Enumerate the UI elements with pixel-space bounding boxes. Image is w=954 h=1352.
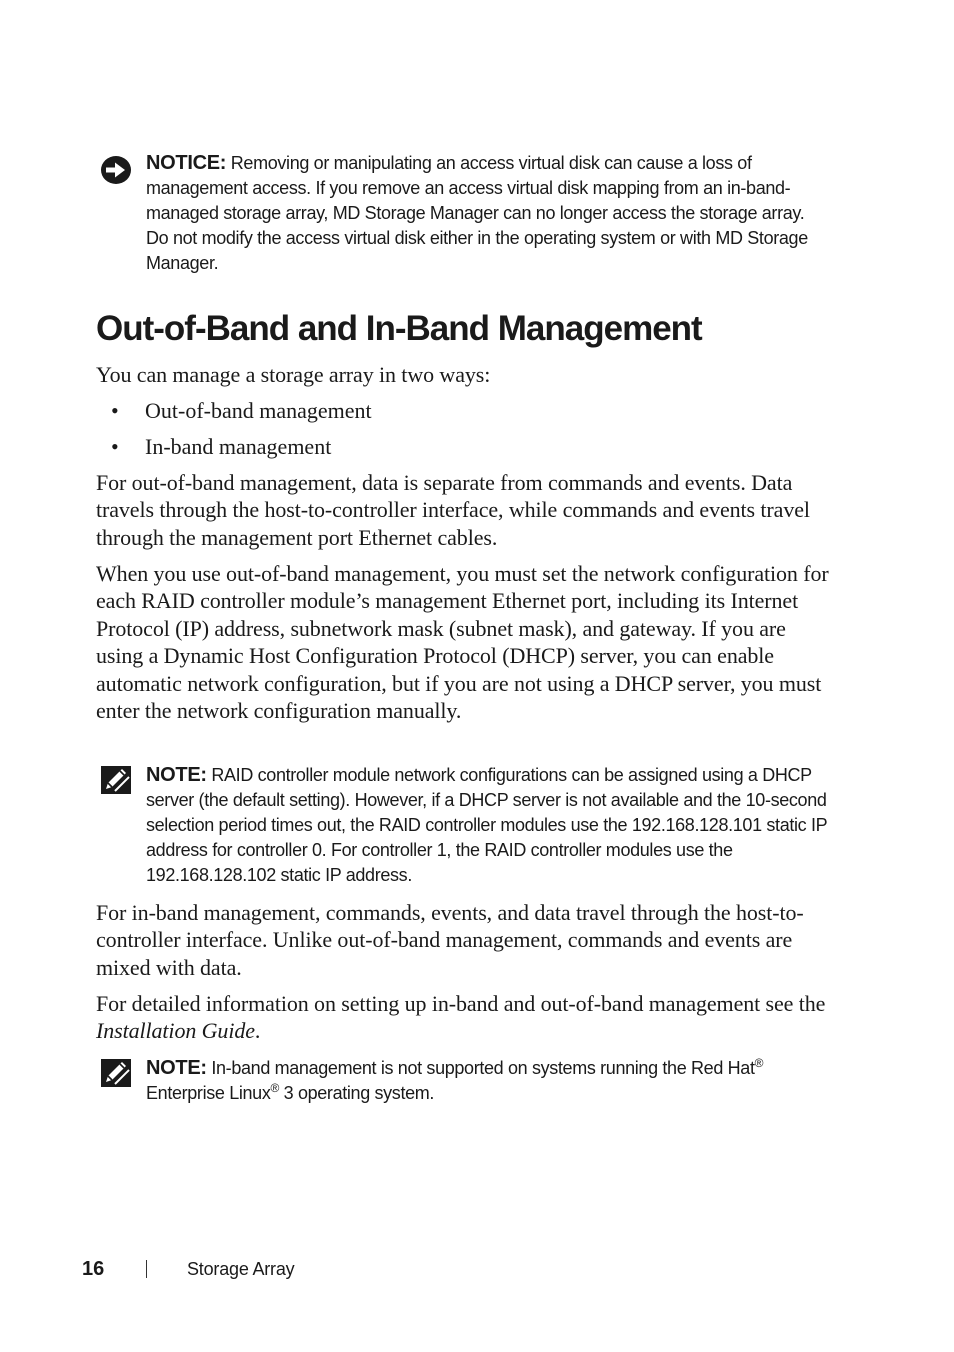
installation-guide-paragraph xyxy=(96,990,836,1045)
note-text: RAID controller module network configurations can be assigned using a DHCP server (the default setting). However, if a DHCP server is not available and the 10-second selection period times out, the RAID controller modules use the 192.168.128.101 static IP address for controller 0. For controller 1, the RAID controller modules use the 192.168.128.102 static IP address. xyxy=(146,765,827,885)
note-label: NOTE: xyxy=(146,1057,207,1079)
network-config-paragraph: When you use out-of-band management, you must set the network configuration for each RAID controller module’s management Ethernet port, including its Internet Protocol (IP) address, subnetwork mask (subnet mask), and gateway. If you are using a Dynamic Host Configuration Protocol (DHCP) server, you can enable automatic network configuration, but if you are not using a DHCP server, you must enter the network configuration manually. xyxy=(96,561,829,724)
registered-mark: ® xyxy=(270,1081,279,1095)
paragraph-text: For detailed information on setting up in-band and out-of-band management see the xyxy=(96,991,826,1016)
note-text: 3 operating system. xyxy=(278,1083,435,1103)
footer-section-title: Storage Array xyxy=(187,1259,295,1279)
note-callout-dhcp xyxy=(100,763,830,888)
bullet-icon: • xyxy=(111,398,119,423)
note-text: Enterprise Linux xyxy=(146,1083,271,1103)
bullet-icon: • xyxy=(111,434,119,459)
note-pencil-icon xyxy=(100,1058,132,1088)
installation-guide-title: Installation Guide xyxy=(96,1018,255,1044)
list-item-text: In-band management xyxy=(145,434,332,459)
in-band-paragraph: For in-band management, commands, events, and data travel through the host-to-controller interface. Unlike out-of-band management, commands and events are mixed with data. xyxy=(96,900,804,980)
notice-label: NOTICE: xyxy=(146,152,227,174)
notice-arrow-icon xyxy=(100,155,132,185)
list-item-text: Out-of-band management xyxy=(145,398,372,423)
registered-mark: ® xyxy=(754,1056,764,1070)
notice-text: Removing or manipulating an access virtual disk can cause a loss of management access. If you remove an access virtual disk mapping from an in-band-managed storage array, MD Storage Manager can no longer access the storage array. Do not modify the access virtual disk either in the operating system or with MD Storage Manager. xyxy=(146,153,808,273)
list-item xyxy=(96,433,796,469)
list-item xyxy=(96,397,796,433)
note-pencil-icon xyxy=(100,765,132,795)
footer-divider xyxy=(146,1260,147,1278)
note-text: In-band management is not supported on systems running the Red Hat xyxy=(211,1058,755,1078)
management-list xyxy=(96,397,796,469)
intro-paragraph: You can manage a storage array in two ways: xyxy=(96,362,491,387)
paragraph-text: . xyxy=(254,1018,261,1044)
section-heading: Out-of-Band and In-Band Management xyxy=(96,309,702,348)
note-label: NOTE: xyxy=(146,764,207,786)
notice-callout xyxy=(100,151,830,276)
note-callout-linux xyxy=(100,1056,830,1106)
out-of-band-paragraph: For out-of-band management, data is separate from commands and events. Data travels through the host-to-controller interface, while commands and events travel through the management port Ethernet cables. xyxy=(96,470,810,550)
page-number: 16 xyxy=(82,1258,105,1280)
